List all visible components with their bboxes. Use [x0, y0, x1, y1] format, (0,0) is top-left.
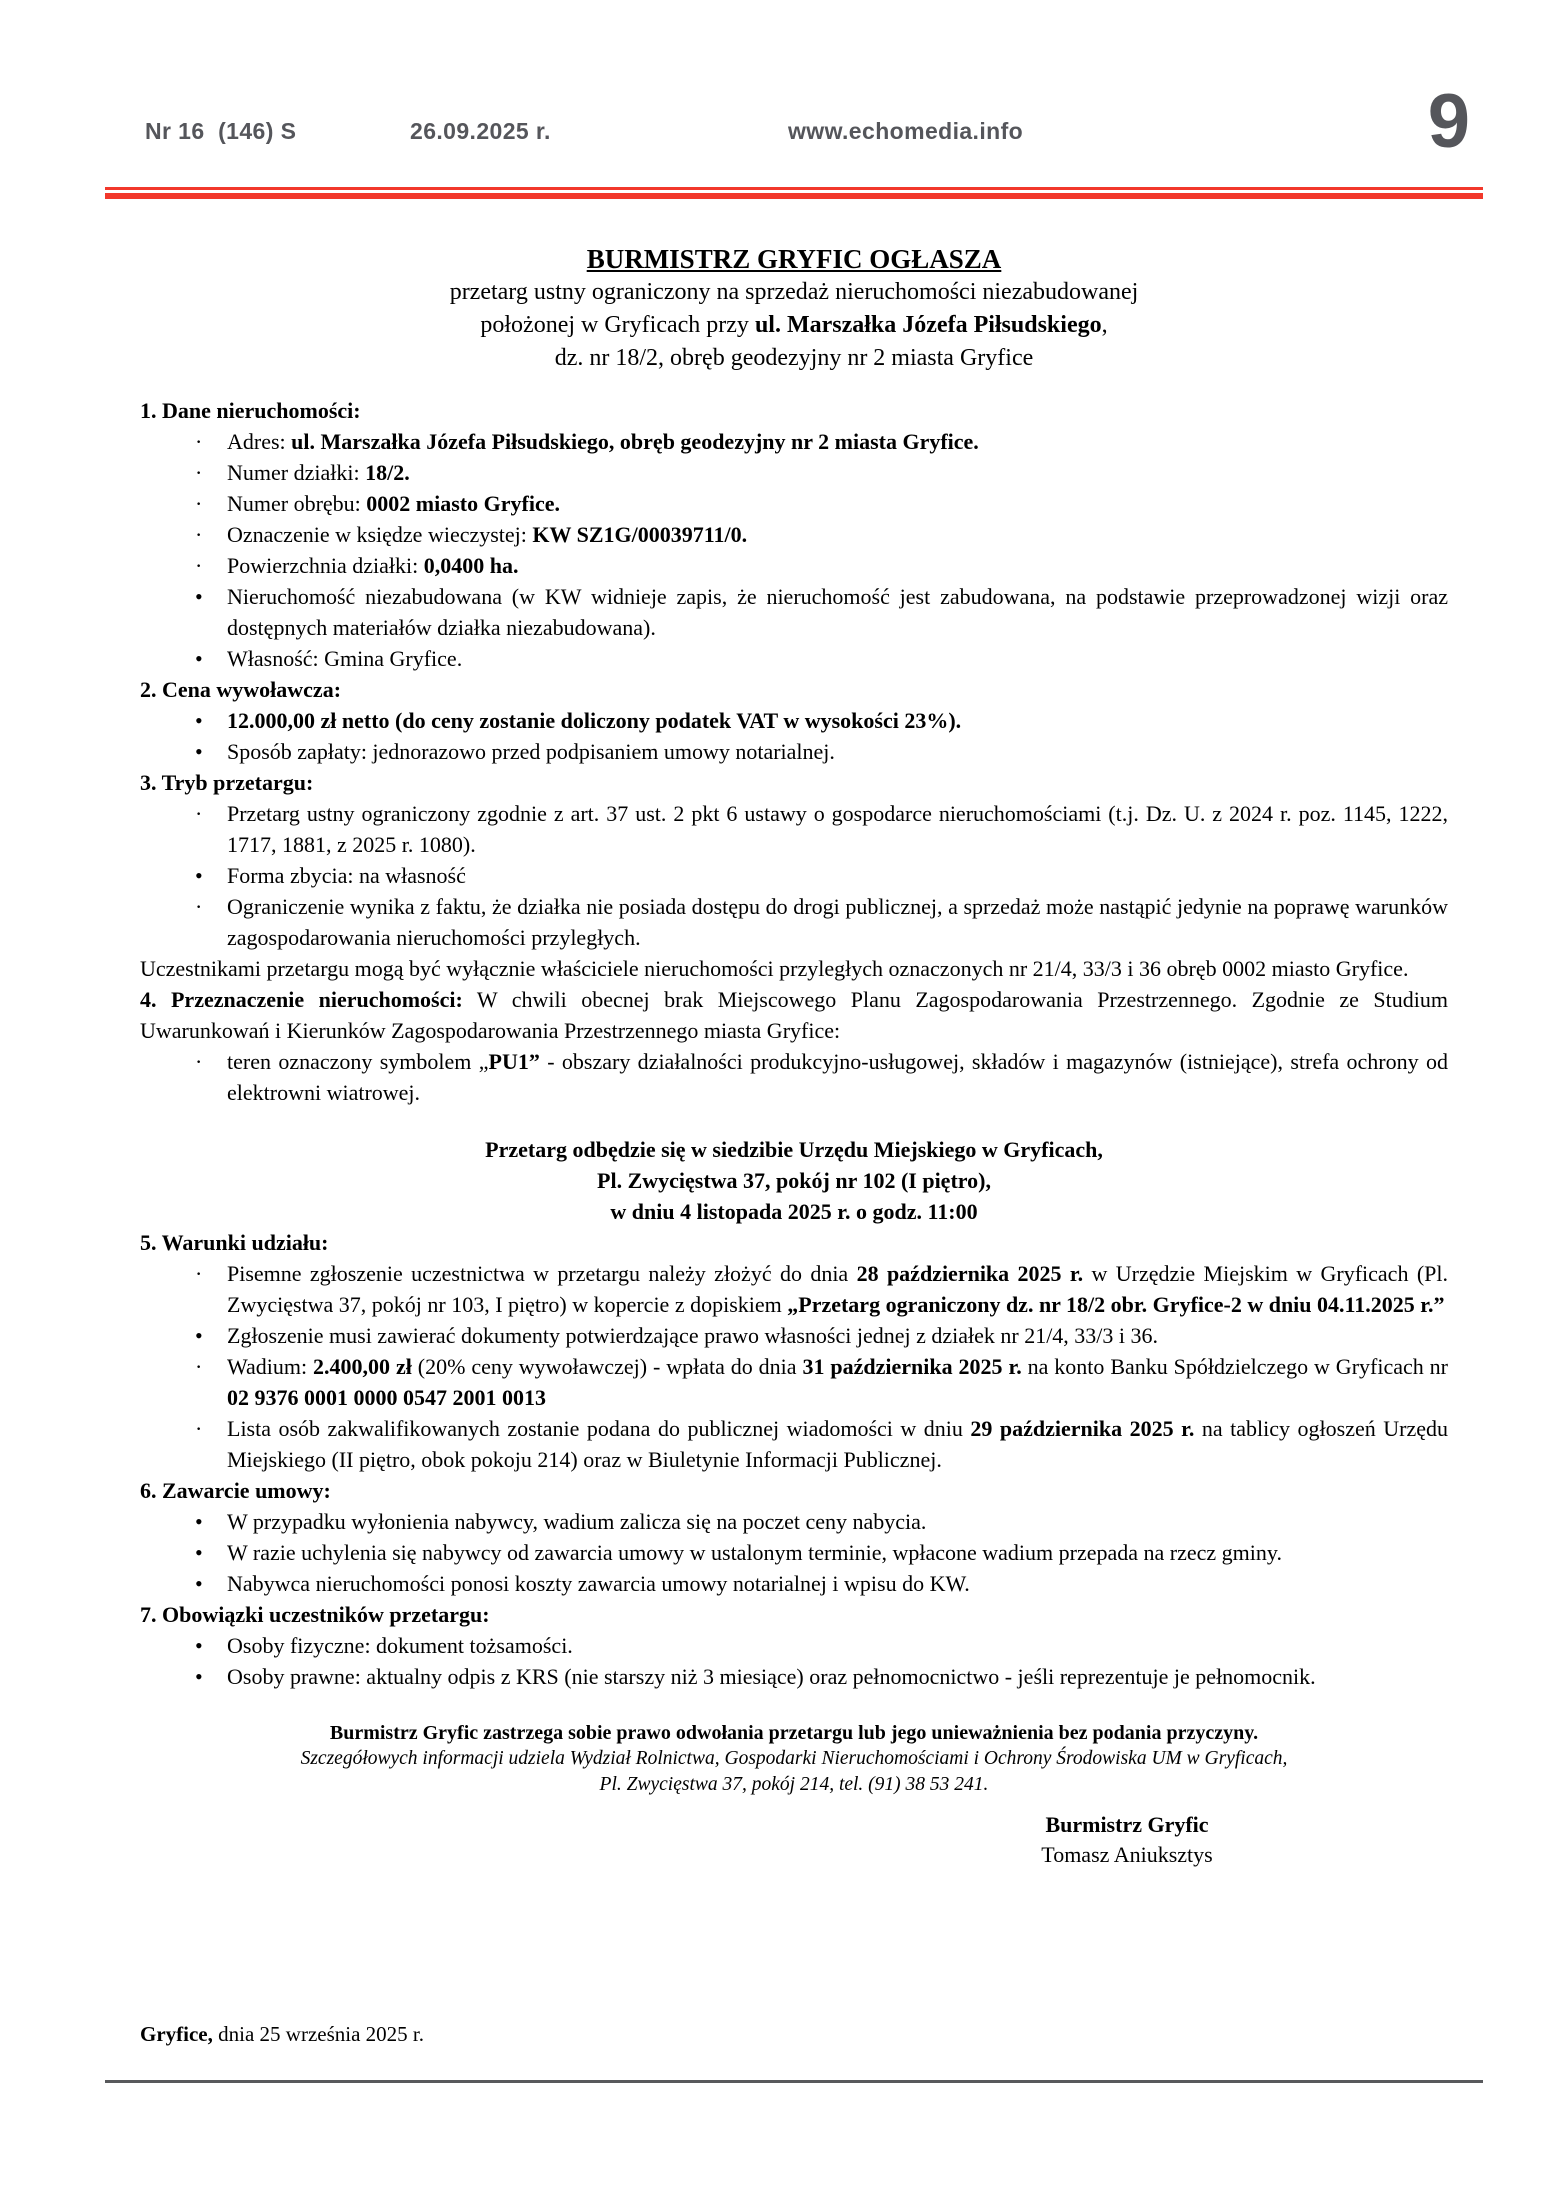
- text-segment: Własność: Gmina Gryfice.: [227, 646, 463, 671]
- text-segment: ,: [1101, 312, 1108, 338]
- signature-block: [1002, 1810, 1252, 1870]
- text-segment: Numer działki:: [227, 460, 366, 485]
- section-warunki-udzialu: [140, 1227, 1448, 1475]
- list-item: [140, 736, 1448, 767]
- section-tryb-przetargu: [140, 767, 1448, 953]
- text-segment: 4. Przeznaczenie nieruchomości:: [140, 987, 463, 1012]
- list-item: [140, 1046, 1448, 1108]
- text-segment: 0,0400 ha.: [423, 553, 519, 578]
- bullet-marker: ·: [195, 1354, 203, 1379]
- dateline: [140, 2022, 424, 2047]
- text-segment: KW SZ1G/00039711/0.: [532, 522, 748, 547]
- text-segment: W chwili obecnej brak Miejscowego Planu Zagospodarowania Przestrzennego. Zgodnie ze Studium Uwarunkowań i Kierunków Zagospodarowania Przestrzennego miasta Gryfice:: [140, 987, 1448, 1043]
- text-segment: ul. Marszałka Józefa Piłsudskiego: [754, 312, 1102, 338]
- bullet-marker: ·: [195, 801, 203, 826]
- footer-notes: [140, 1720, 1448, 1798]
- list-item-text: [227, 708, 961, 733]
- list-item: [140, 488, 1448, 519]
- text-segment: ul. Marszałka Józefa Piłsudskiego, obręb geodezyjny nr 2 miasta Gryfice.: [291, 429, 979, 454]
- bullet-marker: •: [195, 739, 203, 764]
- info-note-2: Pl. Zwycięstwa 37, pokój 214, tel. (91) 38 53 241.: [599, 1774, 989, 1795]
- header-rule-thin: [105, 187, 1483, 190]
- text-segment: Pisemne zgłoszenie uczestnictwa w przetargu należy złożyć do dnia: [227, 1261, 857, 1286]
- text-segment: na konto Banku Spółdzielczego w Gryficach nr: [1021, 1354, 1448, 1379]
- list-item-text: [227, 460, 410, 485]
- text-segment: Sposób zapłaty: jednorazowo przed podpisaniem umowy notarialnej.: [227, 739, 835, 764]
- text-segment: Ograniczenie wynika z faktu, że działka nie posiada dostępu do drogi publicznej, a sprzedaż może nastąpić jedynie na poprawę warunków zagospodarowania nieruchomości przyległych.: [227, 894, 1448, 950]
- text-segment: Powierzchnia działki:: [227, 553, 424, 578]
- list-item-text: [227, 894, 1448, 950]
- list-item-text: [227, 1509, 926, 1534]
- text-segment: 12.000,00 zł netto (do ceny zostanie doliczony podatek VAT w wysokości 23%).: [227, 708, 962, 733]
- list-item-text: [227, 522, 747, 547]
- list-item: [140, 1568, 1448, 1599]
- text-segment: 28 października 2025 r.: [856, 1261, 1084, 1286]
- section-heading: 2. Cena wywoławcza:: [140, 677, 342, 702]
- participants-note: Uczestnikami przetargu mogą być wyłącznie właściciele nieruchomości przyległych oznaczonych nr 21/4, 33/3 i 36 obręb 0002 miasto Gryfice.: [140, 956, 1409, 981]
- list-item: [140, 1537, 1448, 1568]
- list-item: [140, 426, 1448, 457]
- list-item: [140, 860, 1448, 891]
- text-segment: Osoby fizyczne: dokument tożsamości.: [227, 1633, 573, 1658]
- event-venue: Przetarg odbędzie się w siedzibie Urzędu Miejskiego w Gryficach,: [485, 1137, 1103, 1162]
- text-segment: Przetarg ustny ograniczony zgodnie z art. 37 ust. 2 pkt 6 ustawy o gospodarce nieruchomościami (t.j. Dz. U. z 2024 r. poz. 1145, 1222, 1717, 1881, z 2025 r. 1080).: [227, 801, 1448, 857]
- text-segment: Osoby prawne: aktualny odpis z KRS (nie starszy niż 3 miesiące) oraz pełnomocnictwo - jeśli reprezentuje je pełnomocnik.: [227, 1664, 1316, 1689]
- text-segment: (20% ceny wywoławczej) - wpłata do dnia: [411, 1354, 803, 1379]
- bullet-marker: ·: [195, 553, 203, 578]
- section-intro: [140, 984, 1448, 1046]
- notice-subtitle-3: dz. nr 18/2, obręb geodezyjny nr 2 miasta Gryfice: [554, 345, 1034, 371]
- bullet-marker: ·: [195, 894, 203, 919]
- section-cena-wywolawcza: [140, 674, 1448, 767]
- text-segment: Nieruchomość niezabudowana (w KW widnieje zapis, że nieruchomość jest zabudowana, na podstawie przeprowadzonej wizji oraz dostępnych materiałów działka niezabudowana).: [227, 584, 1448, 640]
- bullet-marker: •: [195, 646, 203, 671]
- list-item-text: [227, 584, 1448, 640]
- bullet-marker: ·: [195, 460, 203, 485]
- list-item-text: [227, 1416, 1448, 1472]
- text-segment: Nabywca nieruchomości ponosi koszty zawarcia umowy notarialnej i wpisu do KW.: [227, 1571, 970, 1596]
- section-heading: 3. Tryb przetargu:: [140, 770, 314, 795]
- section-item-list: [140, 1630, 1448, 1692]
- header-rule-thick: [105, 193, 1483, 199]
- text-segment: 0002 miasto Gryfice.: [366, 491, 560, 516]
- list-item-text: [227, 1633, 573, 1658]
- section-item-list: [140, 1046, 1448, 1108]
- text-segment: 29 października 2025 r.: [970, 1416, 1195, 1441]
- page-number: 9: [1427, 79, 1470, 164]
- section-heading: 1. Dane nieruchomości:: [140, 398, 361, 423]
- section-dane-nieruchomosci: [140, 395, 1448, 674]
- text-segment: Zgłoszenie musi zawierać dokumenty potwierdzające prawo własności jednej z działek nr 21/4, 33/3 i 36.: [227, 1323, 1159, 1348]
- list-item-text: [227, 646, 462, 671]
- list-item: [140, 705, 1448, 736]
- info-note-1: Szczegółowych informacji udziela Wydział Rolnictwa, Gospodarki Nieruchomościami i Ochrony Środowiska UM w Gryficach,: [300, 1748, 1288, 1769]
- list-item: [140, 643, 1448, 674]
- list-item: [140, 519, 1448, 550]
- list-item-text: [227, 1354, 1448, 1410]
- text-segment: Forma zbycia: na własność: [227, 863, 466, 888]
- cancellation-note: Burmistrz Gryfic zastrzega sobie prawo odwołania przetargu lub jego unieważnienia bez podania przyczyny.: [329, 1722, 1259, 1744]
- list-item-text: [227, 429, 979, 454]
- text-segment: dnia 25 września 2025 r.: [212, 2022, 424, 2046]
- list-item-text: [227, 1323, 1158, 1348]
- list-item: [140, 1351, 1448, 1413]
- list-item-text: [227, 1049, 1448, 1105]
- list-item-text: [227, 553, 518, 578]
- list-item: [140, 550, 1448, 581]
- notice-body: [140, 243, 1448, 1870]
- list-item-text: [227, 1540, 1282, 1565]
- list-item-text: [227, 491, 560, 516]
- text-segment: Oznaczenie w księdze wieczystej:: [227, 522, 533, 547]
- text-segment: W przypadku wyłonienia nabywcy, wadium zalicza się na poczet ceny nabycia.: [227, 1509, 927, 1534]
- signatory-name: Tomasz Aniuksztys: [1041, 1842, 1213, 1867]
- text-segment: Lista osób zakwalifikowanych zostanie podana do publicznej wiadomości w dniu: [227, 1416, 971, 1441]
- text-segment: 2.400,00 zł: [313, 1354, 412, 1379]
- list-item-text: [227, 1664, 1316, 1689]
- section-obowiazki-uczestnikow: [140, 1599, 1448, 1692]
- bullet-marker: •: [195, 1509, 203, 1534]
- list-item: [140, 1661, 1448, 1692]
- publication-date: 26.09.2025 r.: [410, 118, 551, 144]
- section-przeznaczenie-nieruchomosci: [140, 984, 1448, 1108]
- section-item-list: [140, 426, 1448, 674]
- text-segment: „Przetarg ograniczony dz. nr 18/2 obr. Gryfice-2 w dniu 04.11.2025 r.”: [787, 1292, 1445, 1317]
- text-segment: PU1”: [488, 1049, 540, 1074]
- bullet-marker: •: [195, 1540, 203, 1565]
- text-segment: teren oznaczony symbolem „: [227, 1049, 489, 1074]
- bullet-marker: ·: [195, 429, 203, 454]
- bullet-marker: •: [195, 1323, 203, 1348]
- list-item-text: [227, 801, 1448, 857]
- bullet-marker: •: [195, 1633, 203, 1658]
- list-item: [140, 1506, 1448, 1537]
- text-segment: Wadium:: [227, 1354, 314, 1379]
- bullet-marker: ·: [195, 1416, 203, 1441]
- website-url: www.echomedia.info: [788, 118, 1024, 144]
- section-heading: 5. Warunki udziału:: [140, 1230, 329, 1255]
- text-segment: Numer obrębu:: [227, 491, 367, 516]
- section-heading: 6. Zawarcie umowy:: [140, 1478, 331, 1503]
- list-item-text: [227, 739, 835, 764]
- list-item: [140, 1413, 1448, 1475]
- text-segment: 18/2.: [365, 460, 410, 485]
- text-segment: 02 9376 0001 0000 0547 2001 0013: [227, 1385, 546, 1410]
- list-item: [140, 1320, 1448, 1351]
- bullet-marker: •: [195, 863, 203, 888]
- text-segment: - obszary działalności produkcyjno-usługowej, składów i magazynów (istniejące), strefa ochrony od elektrowni wiatrowej.: [227, 1049, 1448, 1105]
- bullet-marker: ·: [195, 1261, 203, 1286]
- text-segment: Gryfice,: [140, 2022, 213, 2046]
- list-item: [140, 1258, 1448, 1320]
- text-segment: położonej w Gryficach przy: [480, 312, 755, 338]
- section-item-list: [140, 1258, 1448, 1475]
- section-item-list: [140, 798, 1448, 953]
- text-segment: w Urzędzie Miejskim w Gryficach (Pl. Zwycięstwa 37, pokój nr 103, I piętro) w kopercie z dopiskiem: [227, 1261, 1448, 1317]
- signatory-title: Burmistrz Gryfic: [1045, 1812, 1209, 1837]
- section-zawarcie-umowy: [140, 1475, 1448, 1599]
- list-item-text: [227, 863, 466, 888]
- list-item-text: [227, 1261, 1448, 1317]
- event-room: Pl. Zwycięstwa 37, pokój nr 102 (I piętro),: [597, 1168, 991, 1193]
- bullet-marker: ·: [195, 522, 203, 547]
- text-segment: W razie uchylenia się nabywcy od zawarcia umowy w ustalonym terminie, wpłacone wadium przepada na rzecz gminy.: [227, 1540, 1282, 1565]
- list-item: [140, 1630, 1448, 1661]
- notice-title: BURMISTRZ GRYFIC OGŁASZA: [586, 244, 1002, 274]
- section-item-list: [140, 1506, 1448, 1599]
- list-item: [140, 581, 1448, 643]
- notice-title-block: [140, 243, 1448, 375]
- text-segment: na tablicy ogłoszeń Urzędu Miejskiego (II piętro, obok pokoju 214) oraz w Biuletynie Informacji Publicznej.: [227, 1416, 1448, 1472]
- bullet-marker: •: [195, 1664, 203, 1689]
- notice-subtitle-2: [140, 309, 1448, 342]
- bullet-marker: •: [195, 708, 203, 733]
- notice-subtitle-1: przetarg ustny ograniczony na sprzedaż nieruchomości niezabudowanej: [449, 279, 1139, 305]
- bullet-marker: •: [195, 584, 203, 609]
- bullet-marker: ·: [195, 491, 203, 516]
- issue-number: Nr 16 (146) S: [145, 118, 297, 144]
- text-segment: 31 października 2025 r.: [802, 1354, 1022, 1379]
- section-item-list: [140, 705, 1448, 767]
- bullet-marker: ·: [195, 1049, 203, 1074]
- auction-event-notice: [140, 1134, 1448, 1227]
- list-item-text: [227, 1571, 970, 1596]
- list-item: [140, 798, 1448, 860]
- bullet-marker: •: [195, 1571, 203, 1596]
- text-segment: Adres:: [227, 429, 292, 454]
- bottom-rule: [105, 2080, 1483, 2083]
- event-datetime: w dniu 4 listopada 2025 r. o godz. 11:00: [610, 1199, 978, 1224]
- section-heading: 7. Obowiązki uczestników przetargu:: [140, 1602, 490, 1627]
- list-item: [140, 891, 1448, 953]
- list-item: [140, 457, 1448, 488]
